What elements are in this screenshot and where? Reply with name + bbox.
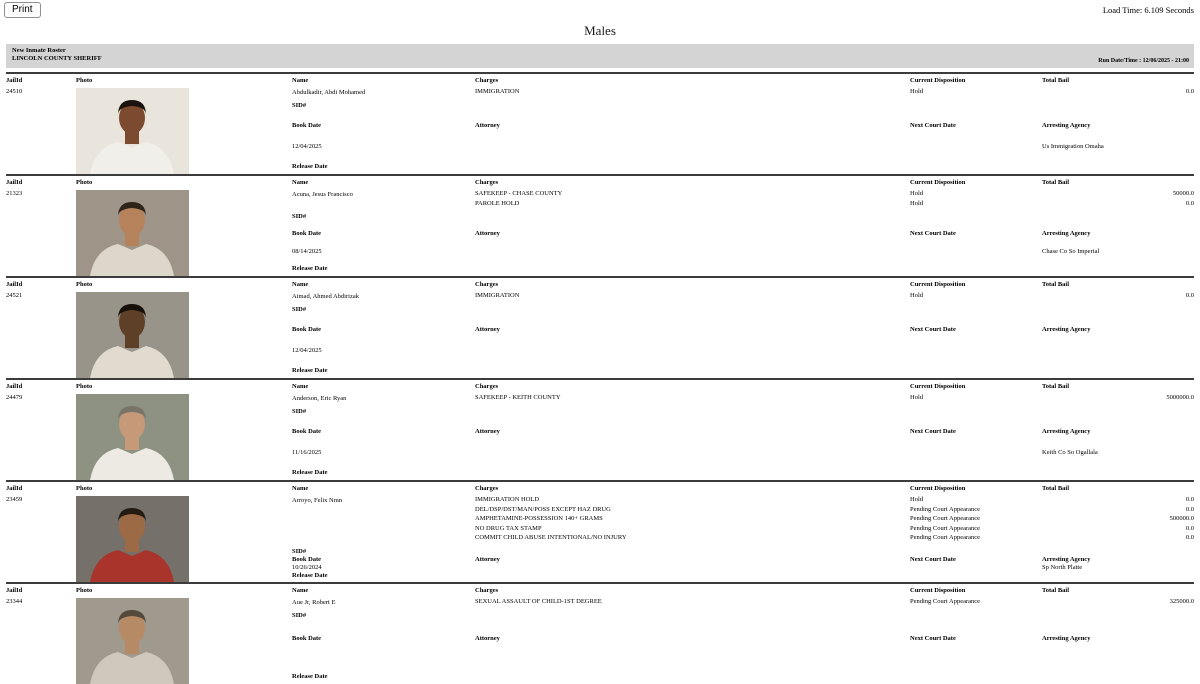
attorney-label: Attorney (475, 326, 500, 333)
record-sub-values-row (292, 143, 1194, 151)
book-date-label: Book Date (292, 230, 322, 238)
record-header-row (292, 281, 1194, 289)
release-date-label: Release Date (292, 571, 328, 579)
attorney-label: Attorney (475, 428, 500, 435)
jailid-column (6, 383, 76, 480)
photo-label: Photo (76, 281, 93, 288)
bail-item: 0.0 (1185, 496, 1194, 503)
photo-column (76, 179, 292, 276)
jailid-value: 21323 (6, 190, 23, 197)
current-disposition-label: Current Disposition (910, 179, 966, 186)
arresting-agency-label: Arresting Agency (1042, 428, 1091, 435)
jailid-value: 23459 (6, 496, 23, 503)
record-content-row (292, 391, 1194, 404)
disposition-list (910, 289, 1042, 302)
total-bail-label: Total Bail (1042, 587, 1070, 594)
arresting-agency-label: Arresting Agency (1042, 634, 1091, 642)
charges-label: Charges (475, 179, 499, 186)
charge-item: SAFEKEEP - KEITH COUNTY (475, 394, 561, 401)
name-label: Name (292, 485, 309, 492)
name-label: Name (292, 383, 309, 390)
mugshot-photo (76, 394, 189, 480)
disposition-item: Pending Court Appearance (910, 505, 981, 513)
disposition-item: Pending Court Appearance (910, 534, 981, 541)
bail-list (1042, 391, 1194, 404)
total-bail-label: Total Bail (1042, 485, 1070, 492)
attorney-value (475, 347, 910, 355)
jailid-value: 23344 (6, 598, 23, 605)
record-sub-header-row (292, 635, 1194, 643)
record-header-row (292, 587, 1194, 595)
photo-label: Photo (76, 587, 93, 594)
name-value: Aimad, Ahmed Abdirizak (292, 293, 359, 300)
release-date-row (292, 367, 1194, 375)
mugshot-placeholder-icon (76, 190, 189, 276)
charges-label: Charges (475, 77, 499, 84)
arresting-agency-label: Arresting Agency (1042, 555, 1091, 563)
inmate-record (6, 72, 1194, 174)
next-court-date-value (910, 449, 1042, 457)
jailid-label: JailId (6, 587, 23, 594)
disposition-list (910, 391, 1042, 404)
release-date-row (292, 572, 1194, 580)
jailid-label: JailId (6, 179, 23, 186)
inmate-record (6, 174, 1194, 276)
current-disposition-label: Current Disposition (910, 485, 966, 492)
jailid-value: 24521 (6, 292, 23, 299)
charge-item: IMMIGRATION (475, 292, 520, 299)
jailid-column (6, 281, 76, 378)
record-main (292, 281, 1194, 378)
mugshot-photo (76, 88, 189, 174)
disposition-list (910, 85, 1042, 98)
name-label: Name (292, 587, 309, 594)
mugshot-placeholder-icon (76, 292, 189, 378)
bail-item: 0.0 (1185, 88, 1194, 95)
bail-item: 0.0 (1185, 524, 1194, 532)
next-court-date-label: Next Court Date (910, 230, 956, 238)
disposition-list (910, 493, 1042, 544)
record-header-row (292, 77, 1194, 85)
attorney-label: Attorney (475, 230, 500, 238)
sid-label: SID# (292, 547, 307, 555)
charges-list (475, 595, 910, 608)
record-sub-values-row (292, 564, 1194, 572)
next-court-date-value (910, 143, 1042, 151)
name-label: Name (292, 179, 309, 186)
name-value: Abdulkadir, Abdi Mohamed (292, 89, 366, 96)
charge-item: IMMIGRATION HOLD (475, 496, 540, 503)
charge-item: SAFEKEEP - CHASE COUNTY (475, 190, 563, 197)
bail-list (1042, 493, 1194, 544)
bail-item: 325000.0 (1169, 598, 1194, 605)
mugshot-photo (76, 190, 189, 276)
record-header-row (292, 485, 1194, 493)
book-date-label: Book Date (292, 326, 322, 333)
bail-item: 50000.0 (1172, 190, 1194, 197)
print-button[interactable]: Print (4, 2, 41, 18)
disposition-item: Pending Court Appearance (910, 598, 981, 605)
sid-label: SID# (292, 611, 307, 619)
arresting-agency-value: Us Immigration Omaha (1042, 142, 1104, 150)
name-value: Arroyo, Felix Nmn (292, 497, 343, 504)
report-agency: LINCOLN COUNTY SHERIFF (12, 55, 102, 62)
attorney-label: Attorney (475, 634, 500, 642)
mugshot-placeholder-icon (76, 88, 189, 174)
name-label: Name (292, 281, 309, 288)
sid-label: SID# (292, 407, 307, 415)
inmate-record (6, 480, 1194, 582)
report-header-bar (6, 44, 1194, 68)
arresting-agency-value: Keith Co So Ogallala (1042, 448, 1098, 456)
arresting-agency-value: Sp North Platte (1042, 563, 1083, 571)
book-date-value: 12/04/2025 (292, 346, 322, 354)
bail-list (1042, 85, 1194, 98)
charge-item: SEXUAL ASSAULT OF CHILD-1ST DEGREE (475, 598, 602, 605)
total-bail-label: Total Bail (1042, 281, 1070, 288)
current-disposition-label: Current Disposition (910, 77, 966, 84)
book-date-value: 08/14/2025 (292, 247, 322, 255)
attorney-value (475, 248, 910, 256)
record-main (292, 587, 1194, 684)
charge-item: IMMIGRATION (475, 88, 520, 95)
attorney-value (475, 564, 910, 572)
disposition-item: Hold (910, 496, 923, 503)
record-main (292, 383, 1194, 480)
release-date-row (292, 265, 1194, 273)
record-sub-header-row (292, 556, 1194, 564)
arresting-agency-value: Chase Co So Imperial (1042, 247, 1100, 255)
photo-column (76, 587, 292, 684)
book-date-label: Book Date (292, 428, 322, 435)
record-sub-header-row (292, 428, 1194, 436)
disposition-list (910, 187, 1042, 209)
mugshot-photo (76, 496, 189, 582)
attorney-value (475, 449, 910, 457)
bail-list (1042, 187, 1194, 209)
charges-label: Charges (475, 485, 499, 492)
attorney-label: Attorney (475, 122, 500, 129)
next-court-date-label: Next Court Date (910, 555, 956, 563)
name-label: Name (292, 77, 309, 84)
total-bail-label: Total Bail (1042, 179, 1070, 186)
current-disposition-label: Current Disposition (910, 587, 966, 594)
release-date-row (292, 673, 1194, 681)
disposition-item: Hold (910, 199, 923, 207)
bail-item: 5000000.0 (1166, 394, 1194, 401)
charges-label: Charges (475, 587, 499, 594)
disposition-item: Hold (910, 292, 923, 299)
next-court-date-value (910, 564, 1042, 572)
disposition-item: Hold (910, 394, 923, 401)
jailid-column (6, 77, 76, 174)
name-value: Acuna, Jesus Francisco (292, 191, 353, 198)
next-court-date-label: Next Court Date (910, 326, 956, 333)
jailid-label: JailId (6, 485, 23, 492)
release-date-row (292, 163, 1194, 171)
jailid-value: 24479 (6, 394, 23, 401)
bail-list (1042, 289, 1194, 302)
bail-item: 500000.0 (1169, 515, 1194, 522)
photo-label: Photo (76, 77, 93, 84)
bail-item: 0.0 (1185, 199, 1194, 207)
current-disposition-label: Current Disposition (910, 281, 966, 288)
arresting-agency-label: Arresting Agency (1042, 326, 1091, 333)
release-date-label: Release Date (292, 264, 328, 272)
charge-item: PAROLE HOLD (475, 199, 520, 207)
inmate-record (6, 276, 1194, 378)
inmate-record (6, 582, 1194, 684)
mugshot-placeholder-icon (76, 598, 189, 684)
arresting-agency-value (1042, 347, 1194, 355)
charge-item: DEL/DSP/DST/MAN/POSS EXCEPT HAZ DRUG (475, 505, 611, 513)
release-date-label: Release Date (292, 163, 328, 170)
book-date-label: Book Date (292, 555, 322, 563)
release-date-label: Release Date (292, 672, 328, 680)
mugshot-photo (76, 598, 189, 684)
attorney-value (475, 143, 910, 151)
photo-label: Photo (76, 179, 93, 186)
record-main (292, 179, 1194, 276)
report-name: New Inmate Roster (12, 47, 66, 54)
record-header-row (292, 383, 1194, 391)
jailid-column (6, 179, 76, 276)
jailid-label: JailId (6, 281, 23, 288)
current-disposition-label: Current Disposition (910, 383, 966, 390)
book-date-label: Book Date (292, 122, 322, 129)
arresting-agency-label: Arresting Agency (1042, 230, 1091, 238)
charge-item: COMMIT CHILD ABUSE INTENTIONAL/NO INJURY (475, 534, 627, 541)
book-date-value: 10/26/2024 (292, 563, 322, 571)
disposition-list (910, 595, 1042, 608)
record-content-row (292, 187, 1194, 209)
record-header-row (292, 179, 1194, 187)
charges-list (475, 493, 910, 544)
inmate-record (6, 378, 1194, 480)
disposition-item: Pending Court Appearance (910, 524, 981, 532)
jailid-column (6, 587, 76, 684)
next-court-date-value (910, 248, 1042, 256)
disposition-item: Pending Court Appearance (910, 515, 981, 522)
name-value: Anderson, Eric Ryan (292, 395, 347, 402)
photo-label: Photo (76, 383, 93, 390)
charges-list (475, 85, 910, 98)
charge-item: AMPHETAMINE-POSSESSION 140+ GRAMS (475, 515, 603, 522)
inmate-roster-list (6, 72, 1194, 684)
release-date-row (292, 469, 1194, 477)
total-bail-label: Total Bail (1042, 383, 1070, 390)
record-sub-header-row (292, 326, 1194, 334)
record-sub-header-row (292, 230, 1194, 238)
bail-list (1042, 595, 1194, 608)
jailid-label: JailId (6, 77, 23, 84)
jailid-value: 24510 (6, 88, 23, 95)
bail-item: 0.0 (1185, 505, 1194, 513)
disposition-item: Hold (910, 190, 923, 197)
book-date-value: 12/04/2025 (292, 142, 322, 150)
record-content-row (292, 289, 1194, 302)
next-court-date-value (910, 347, 1042, 355)
photo-column (76, 281, 292, 378)
load-time-text: Load Time: 6.109 Seconds (1102, 5, 1194, 15)
sid-label: SID# (292, 101, 307, 109)
jailid-column (6, 485, 76, 582)
sid-label: SID# (292, 305, 307, 313)
photo-label: Photo (76, 485, 93, 492)
top-toolbar (0, 0, 1200, 20)
record-main (292, 77, 1194, 174)
book-date-value: 11/16/2025 (292, 448, 322, 456)
bail-item: 0.0 (1185, 534, 1194, 541)
record-content-row (292, 493, 1194, 544)
charges-list (475, 391, 910, 404)
charges-list (475, 187, 910, 209)
mugshot-placeholder-icon (76, 496, 189, 582)
book-date-label: Book Date (292, 634, 322, 642)
next-court-date-label: Next Court Date (910, 428, 956, 435)
record-sub-header-row (292, 122, 1194, 130)
next-court-date-label: Next Court Date (910, 122, 956, 129)
next-court-date-label: Next Court Date (910, 634, 956, 642)
mugshot-photo (76, 292, 189, 378)
record-sub-values-row (292, 449, 1194, 457)
run-datetime: Run Date/Time : 12/06/2025 - 21:00 (1098, 58, 1189, 64)
photo-column (76, 485, 292, 582)
record-content-row (292, 595, 1194, 608)
release-date-label: Release Date (292, 367, 328, 374)
attorney-label: Attorney (475, 555, 500, 563)
record-sub-values-row (292, 347, 1194, 355)
photo-column (76, 383, 292, 480)
charges-label: Charges (475, 383, 499, 390)
photo-column (76, 77, 292, 174)
disposition-item: Hold (910, 88, 923, 95)
sid-label: SID# (292, 213, 307, 220)
record-content-row (292, 85, 1194, 98)
jailid-label: JailId (6, 383, 23, 390)
arresting-agency-label: Arresting Agency (1042, 122, 1091, 129)
mugshot-placeholder-icon (76, 394, 189, 480)
charges-list (475, 289, 910, 302)
charges-label: Charges (475, 281, 499, 288)
name-value: Aue Jr, Robert E (292, 599, 336, 606)
charge-item: NO DRUG TAX STAMP (475, 524, 542, 532)
page-title: Males (584, 23, 616, 38)
bail-item: 0.0 (1185, 292, 1194, 299)
release-date-label: Release Date (292, 469, 328, 476)
total-bail-label: Total Bail (1042, 77, 1070, 84)
record-main (292, 485, 1194, 582)
record-sub-values-row (292, 248, 1194, 256)
